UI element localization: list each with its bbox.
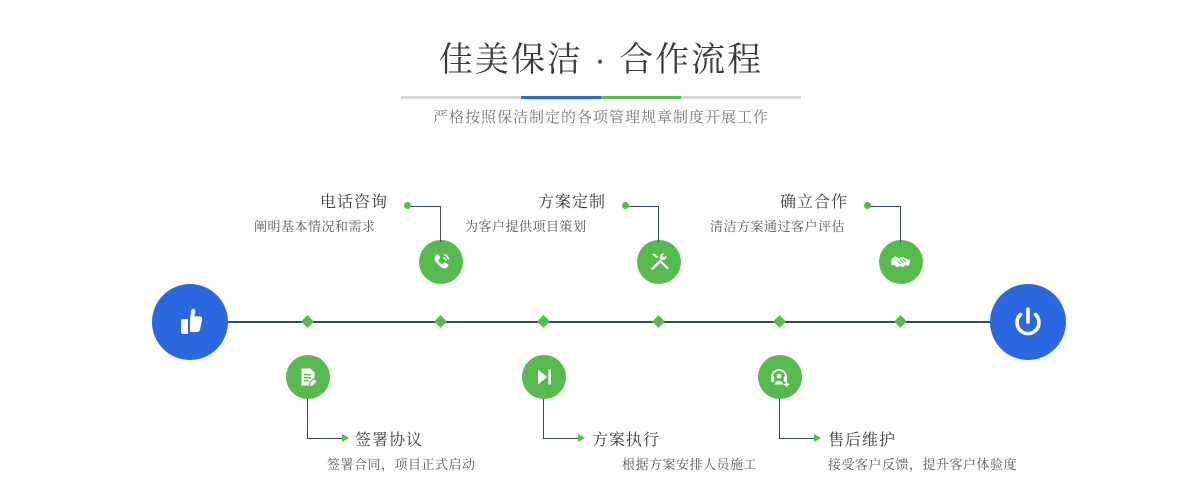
connector-vertical-4 [543, 399, 544, 439]
axis-marker-3 [652, 315, 665, 328]
step-label-2: 签署协议 [355, 432, 424, 449]
axis-marker-4 [537, 315, 550, 328]
step-desc-3: 为客户提供项目策划 [465, 219, 587, 234]
connector-horizontal-2 [307, 438, 342, 439]
connector-horizontal-4 [543, 438, 578, 439]
step-desc-5: 清洁方案通过客户评估 [710, 219, 846, 234]
step-label-1: 电话咨询 [320, 194, 389, 211]
step-label-6: 售后维护 [828, 432, 897, 449]
step-label-5: 确立合作 [780, 194, 849, 211]
step-desc-1: 阐明基本情况和需求 [254, 219, 376, 234]
divider-blue-segment [521, 96, 601, 99]
connector-horizontal-3 [626, 206, 659, 207]
tools-icon [647, 250, 671, 274]
page-title: 佳美保洁 · 合作流程 [438, 41, 764, 79]
connector-dot-5 [864, 202, 871, 209]
page-subtitle: 严格按照保洁制定的各项管理规章制度开展工作 [432, 109, 769, 126]
connector-horizontal-5 [868, 206, 901, 207]
axis-marker-5 [894, 315, 907, 328]
connector-vertical-5 [900, 206, 901, 242]
axis-marker-1 [434, 315, 447, 328]
step-desc-2: 签署合同，项目正式启动 [327, 457, 476, 472]
step-desc-6: 接受客户反馈，提升客户体验度 [828, 457, 1018, 472]
connector-arrow-6 [814, 434, 821, 442]
connector-horizontal-1 [408, 206, 441, 207]
play-forward-icon [532, 365, 556, 389]
timeline-start-endpoint [152, 284, 228, 360]
axis-marker-6 [773, 315, 786, 328]
divider-green-segment [601, 96, 681, 99]
connector-dot-1 [404, 202, 411, 209]
headset-support-icon [768, 365, 792, 389]
step-label-3: 方案定制 [538, 194, 607, 211]
step-node-3[interactable] [637, 240, 681, 284]
connector-horizontal-6 [779, 438, 814, 439]
step-node-1[interactable] [419, 240, 463, 284]
step-node-2[interactable] [286, 355, 330, 399]
step-node-5[interactable] [879, 240, 923, 284]
step-label-4: 方案执行 [592, 432, 661, 449]
phone-call-icon [429, 250, 453, 274]
title-divider [401, 96, 801, 99]
timeline-end-endpoint [990, 284, 1066, 360]
connector-vertical-2 [307, 399, 308, 439]
document-edit-icon [296, 365, 320, 389]
connector-vertical-6 [779, 399, 780, 439]
thumbs-up-icon [170, 302, 210, 342]
handshake-icon [889, 250, 913, 274]
power-icon [1008, 302, 1048, 342]
step-node-6[interactable] [758, 355, 802, 399]
axis-marker-2 [301, 315, 314, 328]
connector-arrow-2 [342, 434, 349, 442]
connector-dot-3 [622, 202, 629, 209]
connector-vertical-1 [440, 206, 441, 242]
connector-vertical-3 [658, 206, 659, 242]
step-desc-4: 根据方案安排人员施工 [622, 457, 758, 472]
connector-arrow-4 [578, 434, 585, 442]
step-node-4[interactable] [522, 355, 566, 399]
